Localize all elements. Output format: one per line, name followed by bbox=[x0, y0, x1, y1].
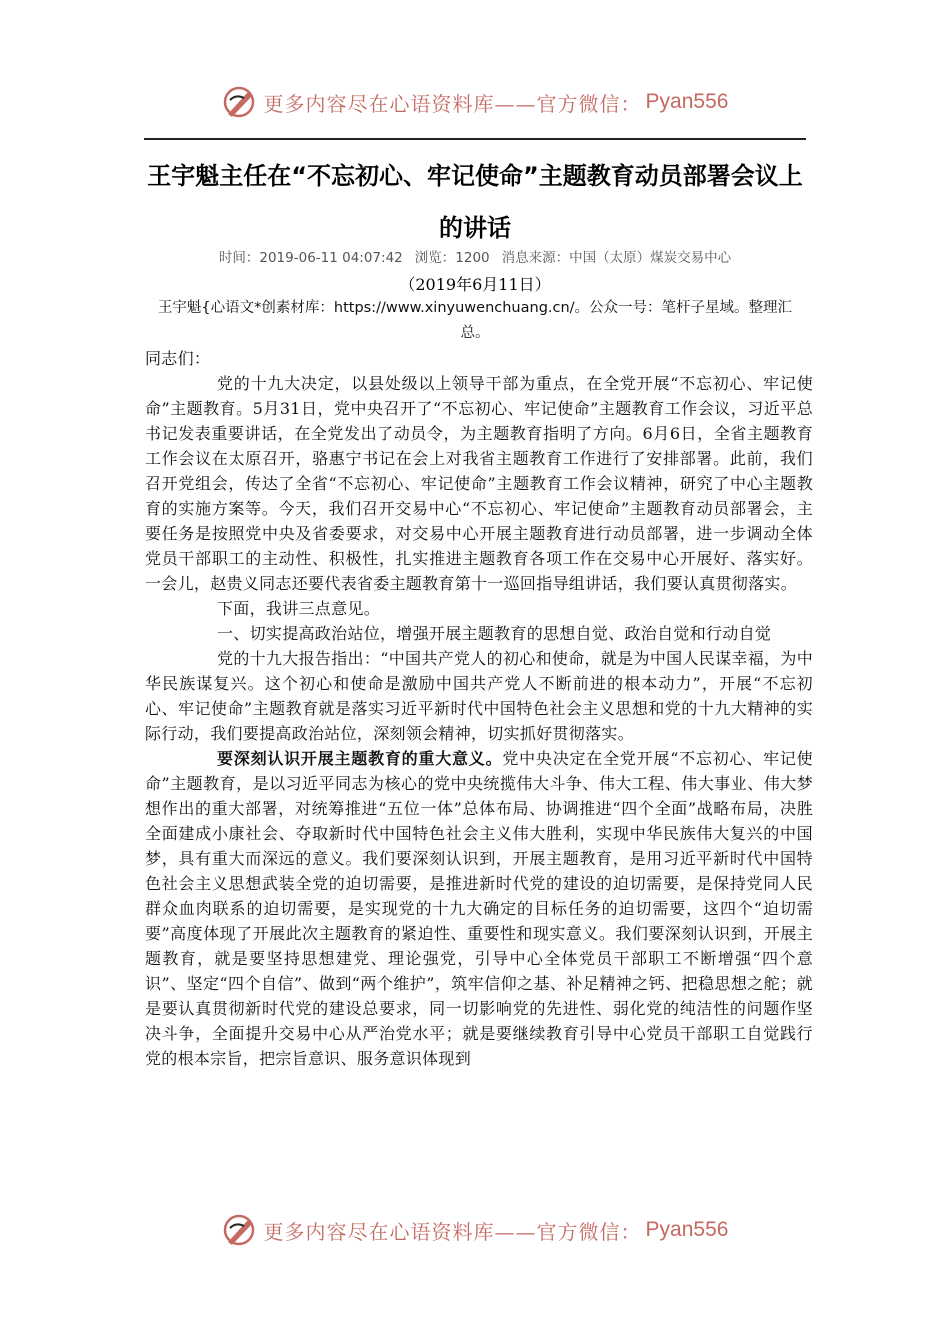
banner-text: 更多内容尽在心语资料库——官方微信： bbox=[263, 1219, 642, 1244]
paragraph-2: 下面，我讲三点意见。 bbox=[217, 599, 381, 618]
paragraph-5-lead: 要深刻认识开展主题教育的重大意义。 bbox=[217, 749, 503, 768]
meta-time: 时间：2019-06-11 04:07:42 bbox=[218, 250, 403, 266]
footer-banner bbox=[0, 1210, 950, 1250]
header-rule bbox=[144, 138, 806, 140]
banner-text: 更多内容尽在心语资料库——官方微信： bbox=[263, 91, 642, 116]
pen-logo-icon bbox=[222, 84, 258, 120]
banner-wechat-id: Pyan556 bbox=[645, 90, 729, 113]
meta-views: 浏览：1200 bbox=[414, 250, 490, 266]
salutation: 同志们： bbox=[145, 349, 211, 368]
paragraph-5-text: 党中央决定在全党开展“不忘初心、牢记使命”主题教育，是以习近平同志为核心的党中央统揽伟大斗争、伟大工程、伟大事业、伟大梦想作出的重大部署，对统筹推进“五位一体”总体布局、协调推进“四个全面”战略布局，决胜全面建成小康社会、夺取新时代中国特色社会主义伟大胜利，实现中华民族伟大复兴的中国梦，具有重大而深远的意义。我们要深刻认识到，开展主题教育，是用习近平新时代中国特色社会主义思想武装全党的迫切需要，是推进新时代党的建设的迫切需要，是保持党同人民群众血肉联系的迫切需要，是实现党的十九大确定的目标任务的迫切需要，这四个“迫切需要”高度体现了开展此次主题教育的紧迫性、重要性和现实意义。我们要深刻认识到，开展主题教育，就是要坚持思想建党、理论强党，引导中心全体党员干部职工不断增强“四个意识”、坚定“四个自信”、做到“两个维护”，筑牢信仰之基、补足精神之钙、把稳思想之舵；就是要认真贯彻新时代党的建设总要求，同一切影响党的先进性、弱化党的纯洁性的问题作坚决斗争，全面提升交易中心从严治党水平；就是要继续教育引导中心党员干部职工自觉践行党的根本宗旨，把宗旨意识、服务意识体现到 bbox=[145, 749, 813, 1068]
attribution-line: 王宇魁{心语文*创素材库：https://www.xinyuwenchuang.cn/。公众一号：笔杆子星域。整理汇总。 bbox=[157, 300, 793, 341]
article-body bbox=[145, 346, 813, 1071]
paragraph-4: 党的十九大报告指出：“中国共产党人的初心和使命，就是为中国人民谋幸福，为中华民族谋复兴。这个初心和使命是激励中国共产党人不断前进的根本动力”，开展“不忘初心、牢记使命”主题教育就是落实习近平新时代中国特色社会主义思想和党的十九大精神的实际行动，我们要提高政治站位，深刻领会精神，切实抓好贯彻落实。 bbox=[145, 649, 813, 743]
header-banner bbox=[0, 82, 950, 122]
paragraph-5 bbox=[145, 746, 813, 1071]
article-meta bbox=[144, 246, 806, 266]
paragraph-1: 党的十九大决定，以县处级以上领导干部为重点，在全党开展“不忘初心、牢记使命”主题教育。5月31日，党中央召开了“不忘初心、牢记使命”主题教育工作会议，习近平总书记发表重要讲话，在全党发出了动员令，为主题教育指明了方向。6月6日，全省主题教育工作会议在太原召开，骆惠宁书记在会上对我省主题教育工作进行了安排部署。此前，我们召开党组会，传达了全省“不忘初心、牢记使命”主题教育工作会议精神，研究了中心主题教育的实施方案等。今天，我们召开交易中心“不忘初心、牢记使命”主题教育动员部署会，主要任务是按照党中央及省委要求，对交易中心开展主题教育进行动员部署，进一步调动全体党员干部职工的主动性、积极性，扎实推进主题教育各项工作在交易中心开展好、落实好。一会儿，赵贵义同志还要代表省委主题教育第十一巡回指导组讲话，我们要认真贯彻落实。 bbox=[145, 374, 813, 593]
meta-source: 消息来源：中国（太原）煤炭交易中心 bbox=[501, 250, 732, 266]
banner-wechat-id: Pyan556 bbox=[645, 1218, 729, 1241]
section-heading-1: 一、切实提高政治站位，增强开展主题教育的思想自觉、政治自觉和行动自觉 bbox=[217, 624, 772, 643]
speech-date: （2019年6月11日） bbox=[399, 275, 551, 294]
page-title: 王宇魁主任在“不忘初心、牢记使命”主题教育动员部署会议上的讲话 bbox=[147, 162, 803, 242]
pen-logo-icon bbox=[222, 1212, 258, 1248]
